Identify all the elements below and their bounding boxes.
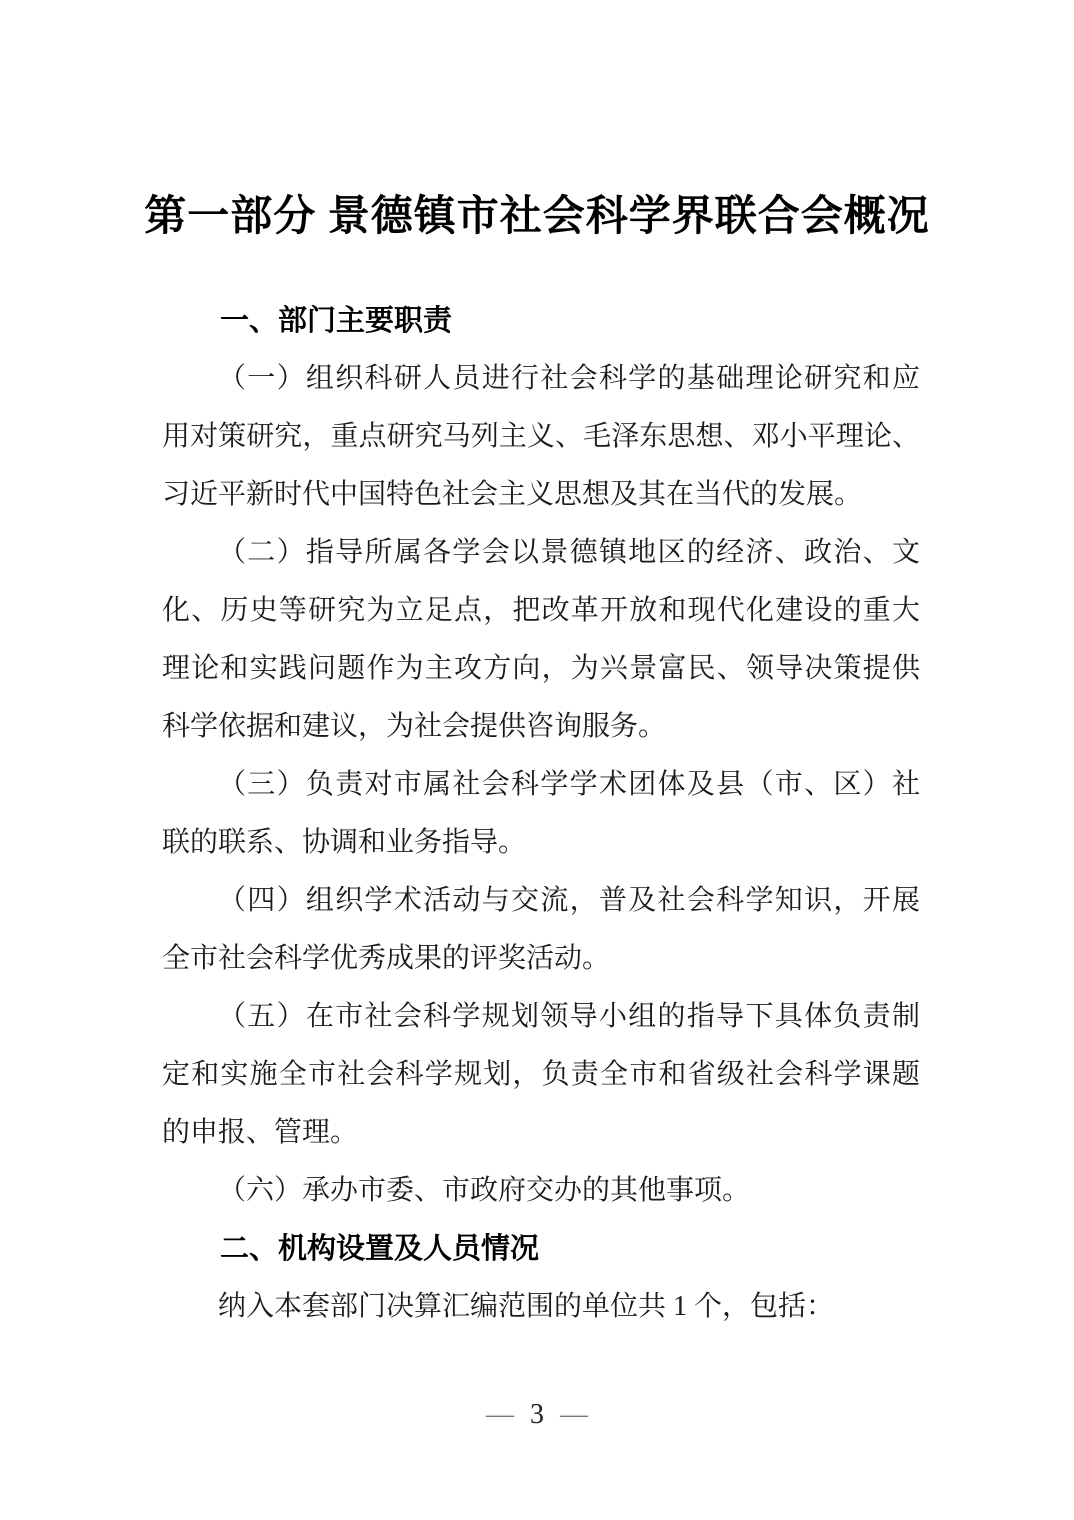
document-body [162, 292, 920, 1336]
footer-dash-right: — [560, 1399, 588, 1430]
paragraph-line: 用对策研究，重点研究马列主义、毛泽东思想、邓小平理论、 [162, 421, 920, 452]
paragraph-line: 全市社会科学优秀成果的评奖活动。 [162, 943, 611, 974]
paragraph-line: 理论和实践问题作为主攻方向，为兴景富民、领导决策提供 [162, 653, 920, 684]
document-title: 第一部分 景德镇市社会科学界联合会概况 [144, 194, 930, 240]
paragraph-line: （三）负责对市属社会科学学术团体及县（市、区）社 [218, 769, 920, 800]
section-heading-1: 一、部门主要职责 [220, 305, 453, 337]
footer-dash-left: — [486, 1399, 514, 1430]
paragraph-line: （六）承办市委、市政府交办的其他事项。 [218, 1175, 751, 1206]
page-footer [0, 1398, 1074, 1432]
paragraph-line: （二）指导所属各学会以景德镇地区的经济、政治、文 [218, 537, 920, 568]
paragraph-line: （四）组织学术活动与交流，普及社会科学知识，开展 [218, 885, 920, 916]
section-heading-2: 二、机构设置及人员情况 [220, 1233, 540, 1265]
paragraph-line: 定和实施全市社会科学规划，负责全市和省级社会科学课题 [162, 1059, 920, 1090]
paragraph-line: 习近平新时代中国特色社会主义思想及其在当代的发展。 [162, 479, 863, 510]
paragraph-line: （五）在市社会科学规划领导小组的指导下具体负责制 [218, 1001, 920, 1032]
page-number: 3 [530, 1399, 544, 1430]
paragraph-line: 纳入本套部门决算汇编范围的单位共 1 个，包括： [218, 1291, 835, 1322]
paragraph-line: 的申报、管理。 [162, 1117, 359, 1148]
paragraph-line: 科学依据和建议，为社会提供咨询服务。 [162, 711, 667, 742]
paragraph-line: 联的联系、协调和业务指导。 [162, 827, 527, 858]
paragraph-line: 化、历史等研究为立足点，把改革开放和现代化建设的重大 [162, 595, 920, 626]
paragraph-line: （一）组织科研人员进行社会科学的基础理论研究和应 [218, 363, 920, 394]
